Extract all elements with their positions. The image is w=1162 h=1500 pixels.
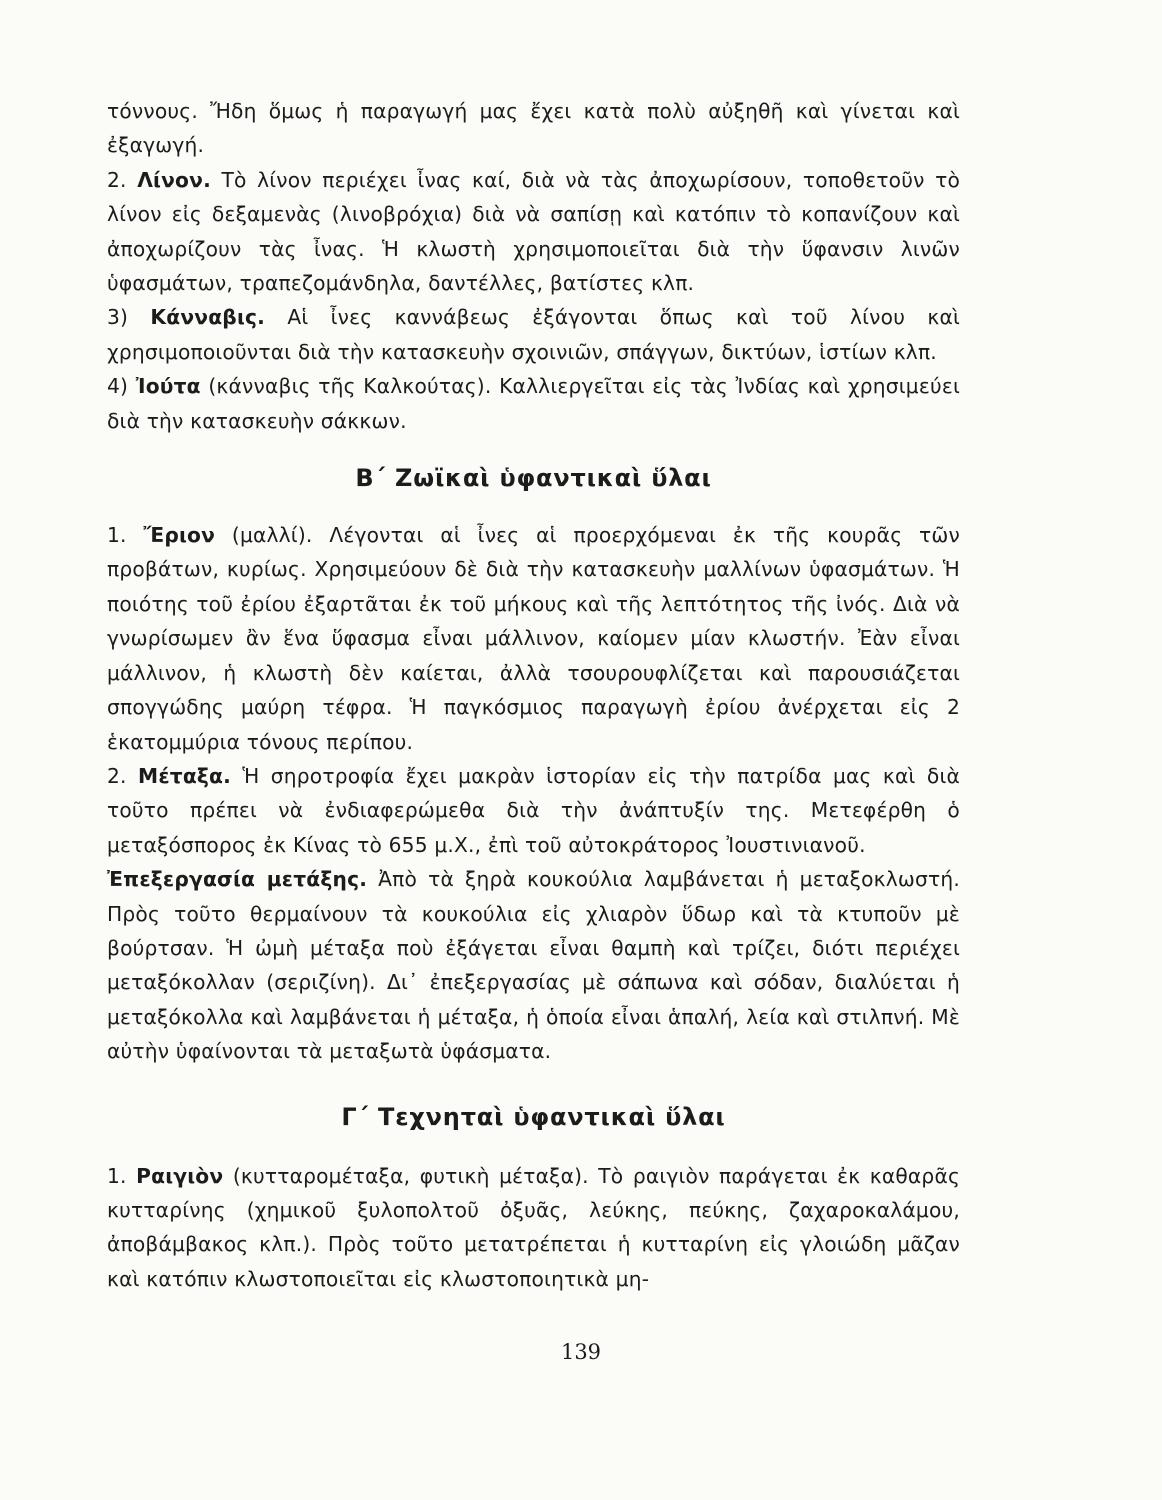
text-column [107, 94, 960, 1296]
section-heading-c: Γ΄ Τεχνηταὶ ὑφαντικαὶ ὕλαι [341, 1102, 726, 1131]
paragraph-body: Αἱ ἶνες καννάβεως ἐξάγονται ὅπως καὶ τοῦ λίνου καὶ χρησιμοποιοῦνται διὰ τὴν κατασκευὴν σχοινιῶν, σπάγγων, δικτύων, ἱστίων κλπ. [107, 305, 960, 364]
paragraph-term: Ἔριον [143, 523, 216, 548]
paragraph-iouta [107, 369, 960, 438]
paragraph-raigion [107, 1159, 960, 1297]
paragraph-term: Κάνναβις. [150, 305, 266, 330]
paragraph-term: Ἰούτα [135, 374, 201, 399]
paragraph-epexergasia [107, 862, 960, 1068]
paragraph-erion [107, 518, 960, 759]
paragraph-body: (κυτταρομέταξα, φυτικὴ μέταξα). Τὸ ραιγιὸν παράγεται ἐκ καθαρᾶς κυτταρίνης (χημικοῦ ξυλοπολτοῦ ὀξυᾶς, λεύκης, πεύκης, ζαχαροκαλάμου, ἀποβάμβακος κλπ.). Πρὸς τοῦτο μετατρέπεται ἡ κυτταρίνη εἰς γλοιώδη μᾶζαν καὶ κατόπιν κλωστοποιεῖται εἰς κλωστοποιητικὰ μη- [107, 1163, 961, 1291]
paragraph-term: Ραιγιὸν [136, 1163, 224, 1188]
page-number: 139 [560, 1340, 602, 1364]
paragraph-body: Τὸ λίνον περιέχει ἶνας καί, διὰ νὰ τὰς ἀποχωρίσουν, τοποθετοῦν τὸ λίνον εἰς δεξαμενὰς (λινοβρόχια) διὰ νὰ σαπίσῃ καὶ κατόπιν τὸ κοπανίζουν καὶ ἀποχωρίζουν τὰς ἶνας. Ἡ κλωστὴ χρησιμοποιεῖται διὰ τὴν ὕφανσιν λινῶν ὑφασμάτων, τραπεζομάνδηλα, δαντέλλες, βατίστες κλπ. [107, 167, 961, 296]
paragraph-prefix: 1. [107, 1163, 137, 1188]
paragraph-prefix: 3) [107, 305, 151, 330]
paragraph-term: Ἐπεξεργασία μετάξης. [107, 867, 368, 892]
paragraph-prefix: 2. [107, 167, 138, 192]
paragraph-body: (μαλλί). Λέγονται αἱ ἶνες αἱ προερχόμεναι ἐκ τῆς κουρᾶς τῶν προβάτων, κυρίως. Χρησιμεύουν δὲ διὰ τὴν κατασκευὴν μαλλίνων ὑφασμάτων. Ἡ ποιότης τοῦ ἐρίου ἐξαρτᾶται ἐκ τοῦ μήκους καὶ τῆς λεπτότητος τῆς ἰνός. Διὰ νὰ γνωρίσωμεν ἂν ἕνα ὕφασμα εἶναι μάλλινον, καίομεν μίαν κλωστήν. Ἐὰν εἶναι μάλλινον, ἡ κλωστὴ δὲν καίεται, ἀλλὰ τσουρουφλίζεται καὶ παρουσιάζεται σπογγώδης μαύρη τέφρα. Ἡ παγκόσμιος παραγωγὴ ἐρίου ἀνέρχεται εἰς 2 ἑκατομμύρια τόνους περίπου. [107, 523, 960, 754]
section-heading-b: Β΄ Ζωϊκαὶ ὑφαντικαὶ ὕλαι [355, 464, 712, 493]
paragraph-metaxa [107, 759, 960, 862]
paragraph-term: Λίνον. [137, 167, 211, 192]
paragraph-top-0 [107, 94, 960, 163]
paragraph-linon [107, 163, 960, 301]
paragraph-body: Ἡ σηροτροφία ἔχει μακρὰν ἱστορίαν εἰς τὴν πατρίδα μας καὶ διὰ τοῦτο πρέπει νὰ ἐνδιαφερώμεθα διὰ τὴν ἀνάπτυξίν της. Μετεφέρθη ὁ μεταξόσπορος ἐκ Κίνας τὸ 655 μ.Χ., ἐπὶ τοῦ αὐτοκράτορος Ἰουστινιανοῦ. [107, 763, 960, 857]
paragraph-prefix: 1. [107, 523, 144, 548]
paragraph-body: τόννους. Ἤδη ὅμως ἡ παραγωγή μας ἔχει κατὰ πολὺ αὐξηθῆ καὶ γίνεται καὶ ἐξαγωγή. [107, 99, 960, 158]
paragraph-body: Ἀπὸ τὰ ξηρὰ κουκούλια λαμβάνεται ἡ μεταξοκλωστή. Πρὸς τοῦτο θερμαίνουν τὰ κουκούλια εἰς χλιαρὸν ὕδωρ καὶ τὰ κτυποῦν μὲ βούρτσαν. Ἡ ὠμὴ μέταξα ποὺ ἐξάγεται εἶναι θαμπὴ καὶ τρίζει, διότι περιέχει μεταξόκολλαν (σεριζίνη). Δι᾿ ἐπεξεργασίας μὲ σάπωνα καὶ σόδαν, διαλύεται ἡ μεταξόκολλα καὶ λαμβάνεται ἡ μέταξα, ἡ ὁποία εἶναι ἁπαλή, λεία καὶ στιλπνή. Μὲ αὐτὴν ὑφαίνονται τὰ μεταξωτὰ ὑφάσματα. [107, 867, 960, 1064]
paragraph-prefix: 2. [107, 763, 139, 788]
paragraph-body: (κάνναβις τῆς Καλκούτας). Καλλιεργεῖται εἰς τὰς Ἰνδίας καὶ χρησιμεύει διὰ τὴν κατασκευὴν σάκκων. [107, 374, 960, 433]
paragraph-prefix: 4) [107, 374, 136, 399]
paragraph-kannavis [107, 300, 960, 369]
paragraph-term: Μέταξα. [138, 763, 231, 788]
